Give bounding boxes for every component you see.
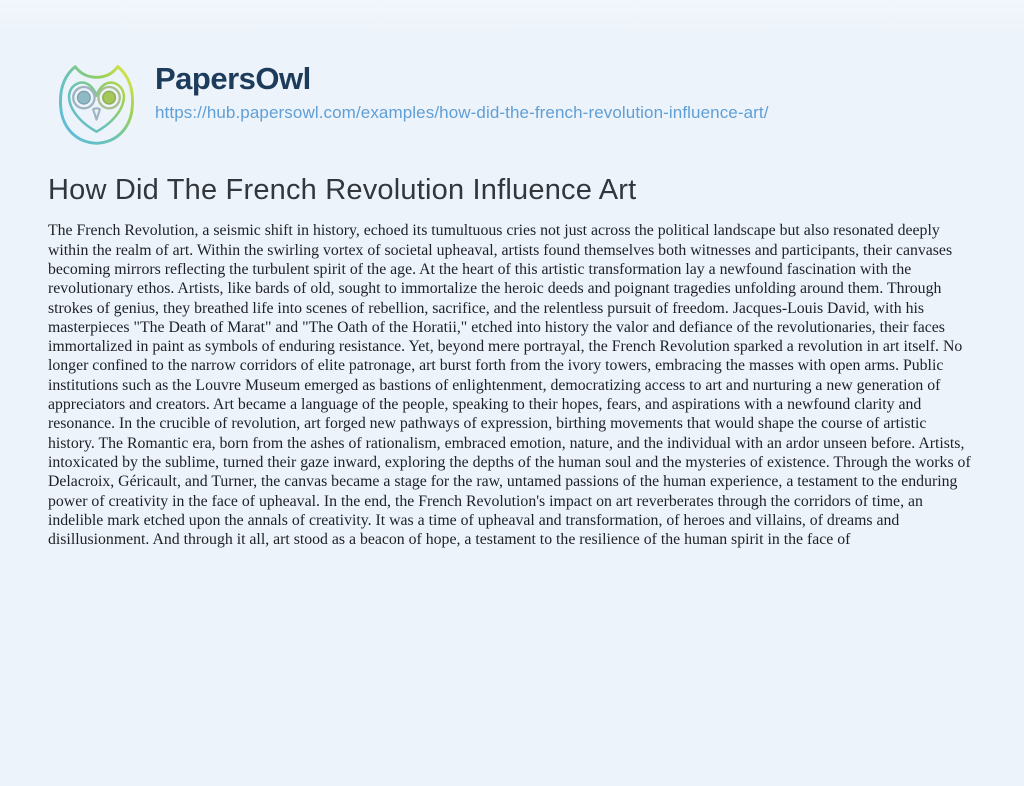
brand-block — [155, 55, 769, 123]
article-title: How Did The French Revolution Influence Art — [48, 174, 637, 206]
source-url-link[interactable]: https://hub.papersowl.com/examples/how-did-the-french-revolution-influence-art/ — [155, 103, 769, 123]
papersowl-logo[interactable] — [48, 55, 145, 152]
owl-logo-icon — [48, 55, 145, 152]
article-body-text: The French Revolution, a seismic shift in history, echoed its tumultuous cries not just across the political landscape but also resonated deeply within the realm of art. Within the swirling vortex of societal upheaval, artists found themselves both witnesses and participants, their canvases becoming mirrors reflecting the turbulent spirit of the age. At the heart of this artistic transformation lay a newfound fascination with the revolutionary ethos. Artists, like bards of old, sought to immortalize the heroic deeds and poignant tragedies unfolding around them. Through strokes of genius, they breathed life into scenes of rebellion, sacrifice, and the relentless pursuit of freedom. Jacques-Louis David, with his masterpieces "The Death of Marat" and "The Oath of the Horatii," etched into history the valor and defiance of the revolutionaries, their faces immortalized in paint as symbols of enduring resistance. Yet, beyond mere portrayal, the French Revolution sparked a revolution in art itself. No longer confined to the narrow corridors of elite patronage, art burst forth from the ivory towers, embracing the masses with open arms. Public institutions such as the Louvre Museum emerged as bastions of enlightenment, democratizing access to art and nurturing a new generation of appreciators and creators. Art became a language of the people, speaking to their hopes, fears, and aspirations with a newfound clarity and resonance. In the crucible of revolution, art forged new pathways of expression, birthing movements that would shape the course of artistic history. The Romantic era, born from the ashes of rationalism, embraced emotion, nature, and the individual with an ardor unseen before. Artists, intoxicated by the sublime, turned their gaze inward, exploring the depths of the human soul and the mysteries of existence. Through the works of Delacroix, Géricault, and Turner, the canvas became a stage for the raw, untamed passions of the human experience, a testament to the enduring power of creativity in the face of upheaval. In the end, the French Revolution's impact on art reverberates through the corridors of time, an indelible mark etched upon the annals of creativity. It was a time of upheaval and transformation, of heroes and villains, of dreams and disillusionment. And through it all, art stood as a beacon of hope, a testament to the resilience of the human spirit in the face of — [48, 222, 971, 549]
site-header — [48, 55, 976, 152]
brand-name: PapersOwl — [155, 61, 311, 96]
